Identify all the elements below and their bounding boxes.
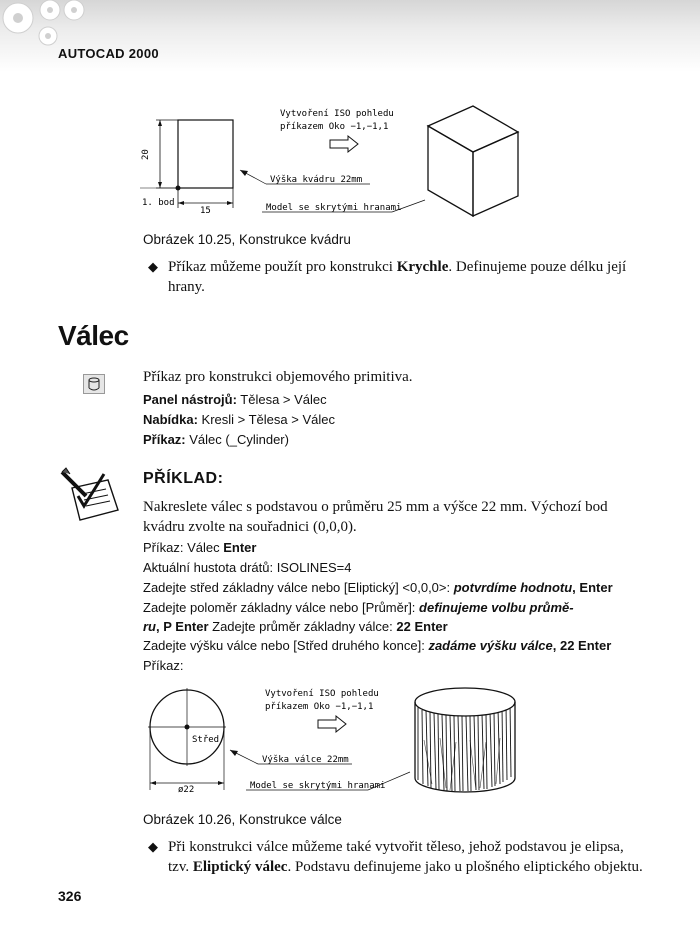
header-band <box>0 0 700 72</box>
hatched-cylinder <box>415 688 515 792</box>
center-label: Střed <box>192 735 220 745</box>
bullet-elliptic-note: ◆ Při konstrukci válce můžeme také vytvořit těleso, jehož podstavou je elipsa, tzv. Eliptický válec. Podstavu definujeme jako u plošného eliptického objektu. <box>148 839 643 875</box>
figure-box-construction <box>130 98 530 223</box>
arrow-right-icon <box>318 716 346 732</box>
cmd-line-6: Příkaz: <box>143 658 184 673</box>
example-heading: PŘÍKLAD: <box>143 470 224 487</box>
example-checklist-icon <box>58 466 122 526</box>
bullet-diamond-icon: ◆ <box>148 259 158 274</box>
annot-hidden-2: Model se skrytými hranami <box>250 781 386 791</box>
cmd-line-1: Příkaz: Válec Enter <box>143 540 257 555</box>
annot-height-2: Výška válce 22mm <box>262 755 349 765</box>
annot-hidden: Model se skrytými hranami <box>266 203 402 213</box>
annot-create-iso-2: Vytvoření ISO pohledu <box>265 689 379 699</box>
bullet-cube-note: ◆ Příkaz můžeme použít pro konstrukci Krychle. Definujeme pouze délku její hrany. <box>148 259 627 295</box>
example-text: Nakreslete válec s podstavou o průměru 25 mm a výšce 22 mm. Výchozí bod kvádru zvolte na souřadnici (0,0,0). <box>143 499 608 535</box>
point-label: 1. bod <box>142 198 175 208</box>
annot-command-2: příkazem Oko −1,−1,1 <box>265 702 374 712</box>
annot-command: příkazem Oko −1,−1,1 <box>280 122 389 132</box>
cmd-line-2: Aktuální hustota drátů: ISOLINES=4 <box>143 560 352 575</box>
figure1-caption: Obrázek 10.25, Konstrukce kvádru <box>143 232 351 247</box>
annot-create-iso: Vytvoření ISO pohledu <box>280 109 394 119</box>
toolbar-line: Panel nástrojů: Tělesa > Válec <box>143 392 327 407</box>
box-front-view <box>178 120 233 188</box>
arrow-right-icon <box>330 136 358 152</box>
intro-text: Příkaz pro konstrukci objemového primitiva. <box>143 369 413 385</box>
cmd-line-3: Zadejte střed základny válce nebo [Eliptický] <0,0,0>: potvrdíme hodnotu, Enter <box>143 580 613 595</box>
section-title: Válec <box>58 320 129 351</box>
dim-20-label: 20 <box>141 149 151 160</box>
cmd-line-4: Zadejte poloměr základny válce nebo [Průměr]: definujeme volbu průmě- ru, P Enter Zadejte průměr základny válce: 22 Enter <box>143 600 574 634</box>
figure2-caption: Obrázek 10.26, Konstrukce válce <box>143 812 342 827</box>
isometric-box <box>428 106 518 216</box>
book-title: AUTOCAD 2000 <box>58 46 159 61</box>
figure-cylinder-construction <box>140 680 540 805</box>
cmd-line-5: Zadejte výšku válce nebo [Střed druhého konce]: zadáme výšku válce, 22 Enter <box>143 638 612 653</box>
dim-15-label: 15 <box>200 206 211 216</box>
cylinder-tool-icon <box>83 374 105 394</box>
page-number: 326 <box>58 888 82 904</box>
command-line: Příkaz: Válec (_Cylinder) <box>143 432 289 447</box>
center-point-marker <box>185 725 190 730</box>
dim-diameter-label: ø22 <box>178 785 195 795</box>
gears-icon <box>0 0 100 48</box>
bullet-diamond-icon: ◆ <box>148 839 158 854</box>
annot-height: Výška kvádru 22mm <box>270 175 363 185</box>
menu-line: Nabídka: Kresli > Tělesa > Válec <box>143 412 335 427</box>
